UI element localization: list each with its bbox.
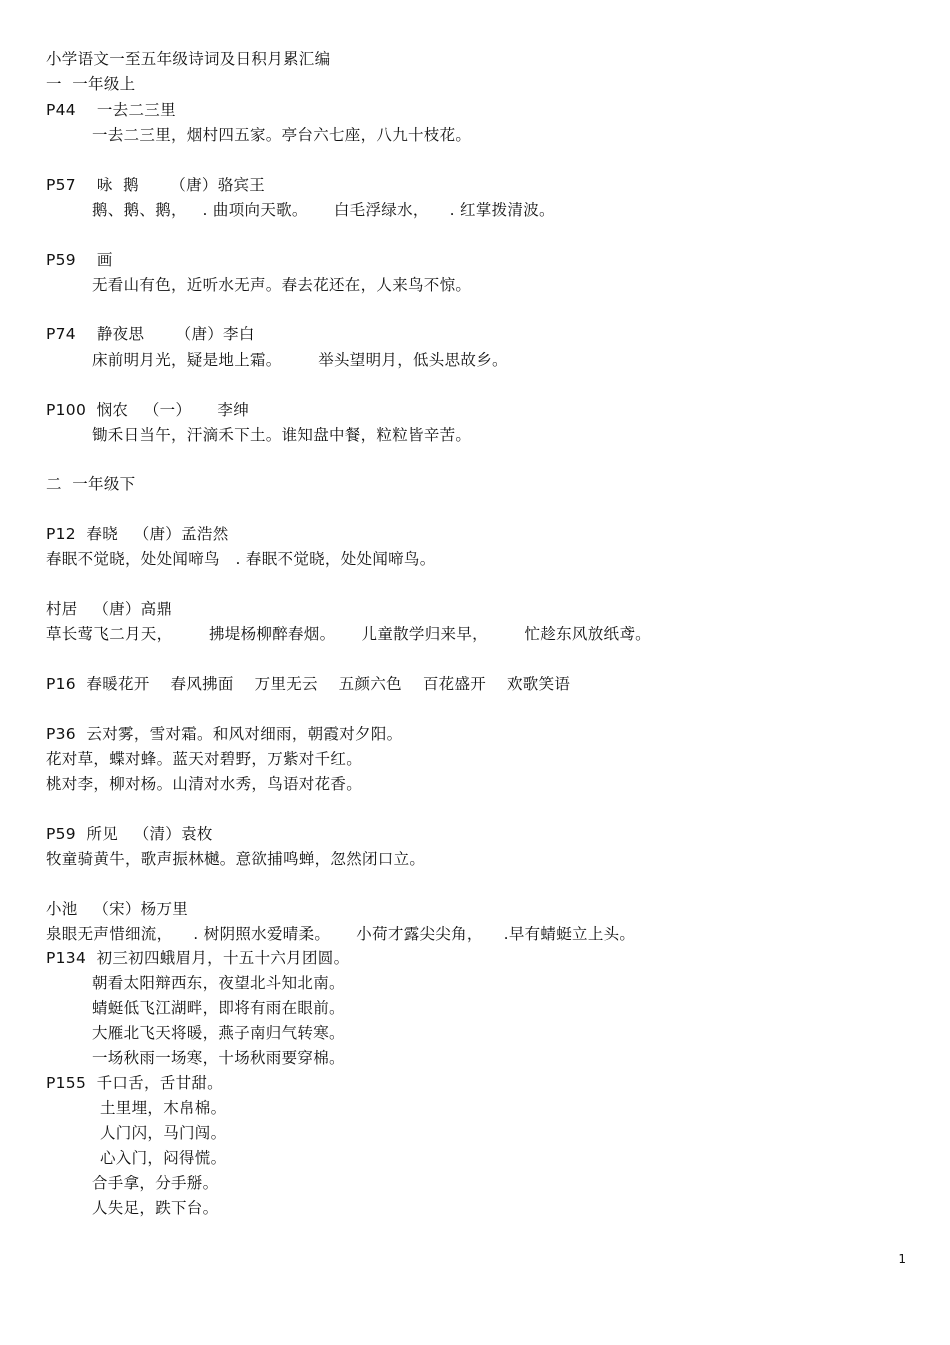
poem-line: 泉眼无声惜细流， . 树阴照水爱晴柔。 小荷才露尖尖角， .早有蜻蜓立上头。 <box>46 925 636 943</box>
poem-heading: 村居 （唐）高鼎 <box>46 600 173 618</box>
couplet-line: 花对草，蝶对蜂。蓝天对碧野，万紫对千红。 <box>46 750 363 768</box>
poem-heading: P59 画 <box>46 251 113 269</box>
poem-line: 床前明月光，疑是地上霜。 举头望明月，低头思故乡。 <box>92 351 508 369</box>
poem-heading: P100 悯农 （一） 李绅 <box>46 401 250 419</box>
poem-heading: P44 一去二三里 <box>46 101 176 119</box>
poem-heading: P59 所见 （清）袁枚 <box>46 825 213 843</box>
poem-heading: P12 春晓 （唐）孟浩然 <box>46 525 229 543</box>
saying-line: P134 初三初四蛾眉月，十五十六月团圆。 <box>46 949 350 967</box>
poem-heading: 小池 （宋）杨万里 <box>46 900 189 918</box>
riddle-line: 人失足，跌下台。 <box>92 1199 219 1217</box>
poem-line: 鹅、鹅、鹅， . 曲项向天歌。 白毛浮绿水， . 红掌拨清波。 <box>92 201 555 219</box>
couplet-line: 桃对李，柳对杨。山清对水秀，鸟语对花香。 <box>46 775 363 793</box>
saying-line: 朝看太阳辩西东，夜望北斗知北南。 <box>92 974 345 992</box>
poem-line: 草长莺飞二月天， 拂堤杨柳醉春烟。 儿童散学归来早， 忙趁东风放纸鸢。 <box>46 625 651 643</box>
riddle-line: P155 千口舌，舌甘甜。 <box>46 1074 223 1092</box>
section-heading-grade1-first: 一 一年级上 <box>46 75 136 93</box>
page-number: 1 <box>898 1252 906 1266</box>
riddle-line: 人门闪，马门闯。 <box>100 1124 227 1142</box>
couplet-line: P36 云对雾，雪对霜。和风对细雨，朝霞对夕阳。 <box>46 725 403 743</box>
riddle-line: 土里埋，木帛棉。 <box>100 1099 227 1117</box>
doc-title: 小学语文一至五年级诗词及日积月累汇编 <box>46 50 331 68</box>
poem-line: 春眠不觉晓，处处闻啼鸟 . 春眠不觉晓，处处闻啼鸟。 <box>46 550 436 568</box>
poem-line: 无看山有色，近听水无声。春去花还在，人来鸟不惊。 <box>92 276 472 294</box>
riddle-line: 合手拿，分手掰。 <box>92 1174 219 1192</box>
saying-line: 一场秋雨一场寒，十场秋雨要穿棉。 <box>92 1049 345 1067</box>
phrase-list: P16 春暖花开 春风拂面 万里无云 五颜六色 百花盛开 欢歌笑语 <box>46 675 571 693</box>
riddle-line: 心入门，闷得慌。 <box>100 1149 227 1167</box>
poem-heading: P57 咏 鹅 （唐）骆宾王 <box>46 176 266 194</box>
section-heading-grade1-second: 二 一年级下 <box>46 475 136 493</box>
saying-line: 大雁北飞天将暖，燕子南归气转寒。 <box>92 1024 345 1042</box>
poem-heading: P74 静夜思 （唐）李白 <box>46 325 255 343</box>
poem-line: 牧童骑黄牛，歌声振林樾。意欲捕鸣蝉，忽然闭口立。 <box>46 850 426 868</box>
saying-line: 蜻蜓低飞江湖畔，即将有雨在眼前。 <box>92 999 345 1017</box>
poem-line: 锄禾日当午，汗滴禾下土。谁知盘中餐，粒粒皆辛苦。 <box>92 426 472 444</box>
poem-line: 一去二三里，烟村四五家。亭台六七座，八九十枝花。 <box>92 126 472 144</box>
